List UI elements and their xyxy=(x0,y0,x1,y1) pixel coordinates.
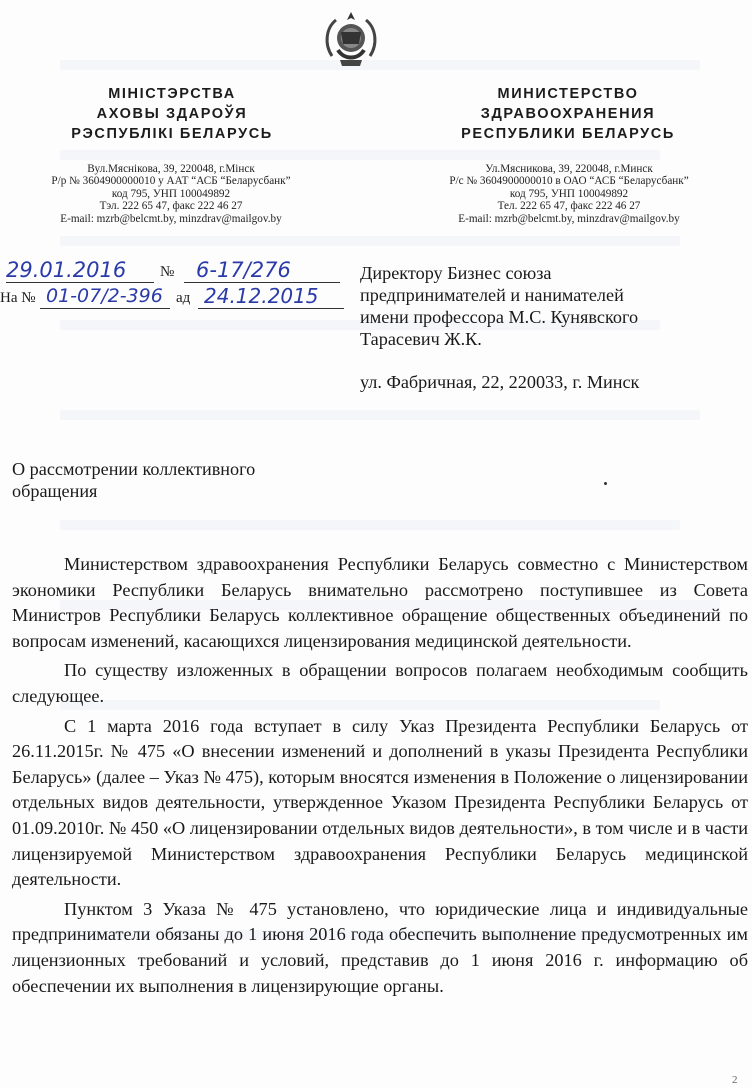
ministry-header-belarusian xyxy=(22,84,322,144)
reference-number-underline xyxy=(40,308,170,309)
bleed-through-line xyxy=(60,150,660,160)
bleed-through-line xyxy=(60,236,680,246)
header-right-line2: ЗДРАВООХРАНЕНИЯ xyxy=(480,106,656,122)
address-left: Вул.Мяснікова, 39, 220048, г.Мінск xyxy=(87,163,255,175)
phone-right: Тел. 222 65 47, факс 222 46 27 xyxy=(497,200,641,213)
page-marker: 2 xyxy=(732,1074,738,1086)
number-label: № xyxy=(160,264,175,280)
body-paragraph: Пунктом 3 Указа № 475 установлено, что юридические лица и индивидуальные предприниматели обязаны до 1 июня 2016 года обеспечить выполнение предусмотренных им лицензионных требований и условий, представив до 1 июня 2016 г. информацию об обеспечении их выполнения в лицензирующие органы. xyxy=(12,898,748,996)
outgoing-number: 6-17/276 xyxy=(196,258,291,282)
letter-subject xyxy=(12,458,342,502)
ministry-details-belarusian xyxy=(12,163,330,225)
subject-line2: обращения xyxy=(12,481,98,501)
number-underline xyxy=(184,282,340,283)
bleed-through-line xyxy=(60,410,700,420)
recipient-block xyxy=(360,262,740,350)
ministry-header-russian xyxy=(412,84,724,144)
ministry-details-russian xyxy=(404,163,734,225)
account-right: Р/с № 3604900000010 в ОАО “АСБ “Беларусбанк” xyxy=(449,175,689,188)
date-underline xyxy=(6,282,154,283)
header-left-line3: РЭСПУБЛІКІ БЕЛАРУСЬ xyxy=(71,126,273,142)
recipient-line4: Тарасевич Ж.К. xyxy=(360,329,482,349)
reference-number: 01-07/2-396 xyxy=(46,285,163,307)
recipient-line1: Директору Бизнес союза xyxy=(360,263,552,283)
reference-date: 24.12.2015 xyxy=(204,284,319,308)
body-paragraph: Министерством здравоохранения Республики Беларусь совместно с Министерством экономики Республики Беларусь внимательно рассмотрено поступившее из Совета Министров Республики Беларусь коллективное обращение общественных объединений по вопросам изменений, касающихся лицензирования медицинской деятельности. xyxy=(12,554,748,651)
phone-left: Тэл. 222 65 47, факс 222 46 27 xyxy=(99,200,243,213)
letter-body xyxy=(12,552,748,1003)
address-right: Ул.Мясникова, 39, 220048, г.Минск xyxy=(485,163,653,175)
state-emblem-icon xyxy=(320,10,382,72)
header-left-line1: МІНІСТЭРСТВА xyxy=(108,86,236,102)
header-right-line3: РЕСПУБЛИКИ БЕЛАРУСЬ xyxy=(461,126,675,142)
code-right: код 795, УНП 100049892 xyxy=(509,187,629,200)
code-left: код 795, УНП 100049892 xyxy=(111,187,231,200)
account-left: Р/р № 3604900000010 у ААТ “АСБ “Беларусбанк” xyxy=(51,175,291,188)
reference-date-underline xyxy=(198,308,344,309)
stray-dot xyxy=(604,482,607,485)
recipient-address: ул. Фабричная, 22, 220033, г. Минск xyxy=(360,372,640,392)
recipient-line2: предпринимателей и нанимателей xyxy=(360,285,624,305)
reference-date-label: ад xyxy=(176,290,191,306)
header-right-line1: МИНИСТЕРСТВО xyxy=(497,86,639,102)
recipient-line3: имени профессора М.С. Кунявского xyxy=(360,307,639,327)
subject-line1: О рассмотрении коллективного xyxy=(12,459,256,479)
reference-prefix: На № xyxy=(0,290,36,306)
outgoing-date: 29.01.2016 xyxy=(6,258,127,282)
body-paragraph: По существу изложенных в обращении вопросов полагаем необходимым сообщить следующее. xyxy=(12,660,748,706)
bleed-through-line xyxy=(60,520,680,530)
email-left: E-mail: mzrb@belcmt.by, minzdrav@mailgov.by xyxy=(60,212,282,225)
header-left-line2: АХОВЫ ЗДАРОЎЯ xyxy=(96,106,248,122)
body-paragraph: С 1 марта 2016 года вступает в силу Указ Президента Республики Беларусь от 26.11.2015г. № 475 «О внесении изменений и дополнений в указы Президента Республики Беларусь» (далее – Указ № 475), которым вносятся изменения в Положение о лицензировании отдельных видов деятельности, утвержденное Указом Президента Республики Беларусь от 01.09.2010г. № 450 «О лицензировании отдельных видов деятельности», в том числе и в части лицензируемой Министерством здравоохранения Республики Беларусь медицинской деятельности. xyxy=(12,715,748,890)
email-right: E-mail: mzrb@belcmt.by, minzdrav@mailgov.by xyxy=(458,212,680,225)
